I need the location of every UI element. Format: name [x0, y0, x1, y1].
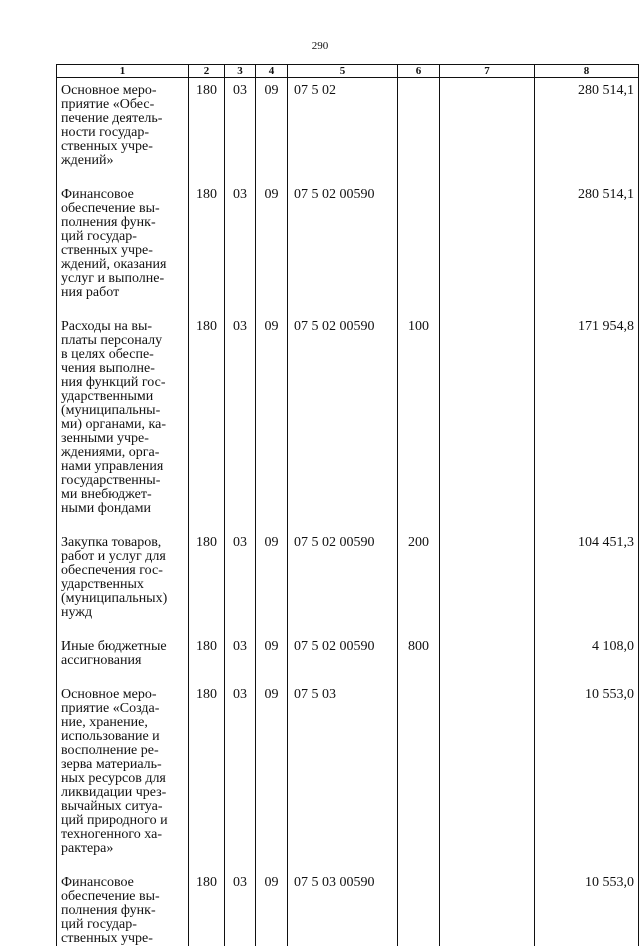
col-amount: 171 954,8 [535, 314, 639, 530]
row-label-line: обеспечения гос- [61, 564, 182, 578]
col-amount: 4 108,0 [535, 634, 639, 682]
col-subdivision: 09 [256, 78, 288, 183]
row-label-line: Иные бюджетные [61, 640, 182, 654]
header-col-1: 1 [57, 65, 189, 78]
col-expense-type [398, 78, 440, 183]
header-col-4: 4 [256, 65, 288, 78]
table-row [57, 870, 639, 946]
row-label-line: нужд [61, 606, 182, 620]
row-label [57, 78, 189, 183]
col-target-article: 07 5 02 00590 [288, 530, 398, 634]
row-label-line: техногенного ха- [61, 828, 182, 842]
row-label-line: Основное меро- [61, 84, 182, 98]
row-label-line: рактера» [61, 842, 182, 856]
budget-table-container [56, 64, 639, 946]
row-label-line: ждениями, орга- [61, 446, 182, 460]
col-section-code: 180 [189, 870, 225, 946]
table-row [57, 530, 639, 634]
table-body [57, 78, 639, 946]
row-label-line: ственных учре- [61, 140, 182, 154]
col-division: 03 [225, 870, 256, 946]
row-label [57, 682, 189, 870]
row-label-line: в целях обеспе- [61, 348, 182, 362]
row-label-line: Финансовое [61, 876, 182, 890]
col-section-code: 180 [189, 78, 225, 183]
col-expense-type: 800 [398, 634, 440, 682]
row-label-line: государственны- [61, 474, 182, 488]
row-label-line: (муниципальных) [61, 592, 182, 606]
row-label-line: ций природного и [61, 814, 182, 828]
col-division: 03 [225, 682, 256, 870]
col-empty [440, 78, 535, 183]
row-label [57, 530, 189, 634]
table-row [57, 682, 639, 870]
row-label-line: Закупка товаров, [61, 536, 182, 550]
col-division: 03 [225, 182, 256, 314]
col-section-code: 180 [189, 314, 225, 530]
row-label-line: работ и услуг для [61, 550, 182, 564]
col-expense-type: 100 [398, 314, 440, 530]
col-target-article: 07 5 02 00590 [288, 314, 398, 530]
row-label-line: ственных учре- [61, 932, 182, 946]
row-label-line: приятие «Обес- [61, 98, 182, 112]
col-amount: 10 553,0 [535, 870, 639, 946]
col-target-article: 07 5 03 [288, 682, 398, 870]
row-label-line: восполнение ре- [61, 744, 182, 758]
row-label-line: ственных учре- [61, 244, 182, 258]
row-label-line: ния работ [61, 286, 182, 300]
col-expense-type [398, 682, 440, 870]
row-label-line: ности государ- [61, 126, 182, 140]
row-label-line: услуг и выполне- [61, 272, 182, 286]
table-row [57, 78, 639, 183]
col-subdivision: 09 [256, 870, 288, 946]
col-target-article: 07 5 02 00590 [288, 182, 398, 314]
col-division: 03 [225, 634, 256, 682]
col-section-code: 180 [189, 530, 225, 634]
col-subdivision: 09 [256, 314, 288, 530]
col-amount: 280 514,1 [535, 182, 639, 314]
col-amount: 280 514,1 [535, 78, 639, 183]
row-label-line: ударственными [61, 390, 182, 404]
table-row [57, 182, 639, 314]
row-label-line: использование и [61, 730, 182, 744]
row-label-line: ликвидации чрез- [61, 786, 182, 800]
header-col-7: 7 [440, 65, 535, 78]
row-label-line: печение деятель- [61, 112, 182, 126]
row-label-line: платы персоналу [61, 334, 182, 348]
header-col-8: 8 [535, 65, 639, 78]
row-label-line: ций государ- [61, 230, 182, 244]
col-empty [440, 314, 535, 530]
col-section-code: 180 [189, 182, 225, 314]
col-empty [440, 634, 535, 682]
col-empty [440, 870, 535, 946]
row-label-line: ных ресурсов для [61, 772, 182, 786]
row-label [57, 634, 189, 682]
table-row [57, 314, 639, 530]
col-section-code: 180 [189, 634, 225, 682]
row-label-line: ными фондами [61, 502, 182, 516]
col-expense-type [398, 182, 440, 314]
header-col-5: 5 [288, 65, 398, 78]
row-label-line: ждений, оказания [61, 258, 182, 272]
row-label-line: (муниципальны- [61, 404, 182, 418]
budget-table [56, 64, 639, 946]
page-number: 290 [0, 40, 640, 52]
row-label-line: вычайных ситуа- [61, 800, 182, 814]
col-expense-type: 200 [398, 530, 440, 634]
row-label-line: обеспечение вы- [61, 202, 182, 216]
col-section-code: 180 [189, 682, 225, 870]
row-label-line: ассигнования [61, 654, 182, 668]
row-label [57, 314, 189, 530]
row-label-line: зерва материаль- [61, 758, 182, 772]
row-label-line: Основное меро- [61, 688, 182, 702]
row-label-line: ждений» [61, 154, 182, 168]
row-label-line: ударственных [61, 578, 182, 592]
col-empty [440, 182, 535, 314]
col-expense-type [398, 870, 440, 946]
col-subdivision: 09 [256, 682, 288, 870]
row-label-line: ций государ- [61, 918, 182, 932]
col-subdivision: 09 [256, 182, 288, 314]
col-target-article: 07 5 02 [288, 78, 398, 183]
col-amount: 10 553,0 [535, 682, 639, 870]
row-label-line: Расходы на вы- [61, 320, 182, 334]
header-col-3: 3 [225, 65, 256, 78]
row-label-line: ми внебюджет- [61, 488, 182, 502]
col-division: 03 [225, 78, 256, 183]
col-target-article: 07 5 02 00590 [288, 634, 398, 682]
row-label-line: Финансовое [61, 188, 182, 202]
col-empty [440, 530, 535, 634]
col-amount: 104 451,3 [535, 530, 639, 634]
header-col-2: 2 [189, 65, 225, 78]
header-col-6: 6 [398, 65, 440, 78]
row-label-line: ния функций гос- [61, 376, 182, 390]
table-row [57, 634, 639, 682]
row-label-line: ми) органами, ка- [61, 418, 182, 432]
row-label-line: нами управления [61, 460, 182, 474]
header-row [57, 65, 639, 78]
row-label [57, 182, 189, 314]
row-label-line: приятие «Созда- [61, 702, 182, 716]
col-target-article: 07 5 03 00590 [288, 870, 398, 946]
row-label-line: полнения функ- [61, 904, 182, 918]
col-subdivision: 09 [256, 634, 288, 682]
row-label [57, 870, 189, 946]
col-division: 03 [225, 314, 256, 530]
col-division: 03 [225, 530, 256, 634]
row-label-line: чения выполне- [61, 362, 182, 376]
row-label-line: полнения функ- [61, 216, 182, 230]
row-label-line: ние, хранение, [61, 716, 182, 730]
col-subdivision: 09 [256, 530, 288, 634]
col-empty [440, 682, 535, 870]
row-label-line: обеспечение вы- [61, 890, 182, 904]
row-label-line: зенными учре- [61, 432, 182, 446]
